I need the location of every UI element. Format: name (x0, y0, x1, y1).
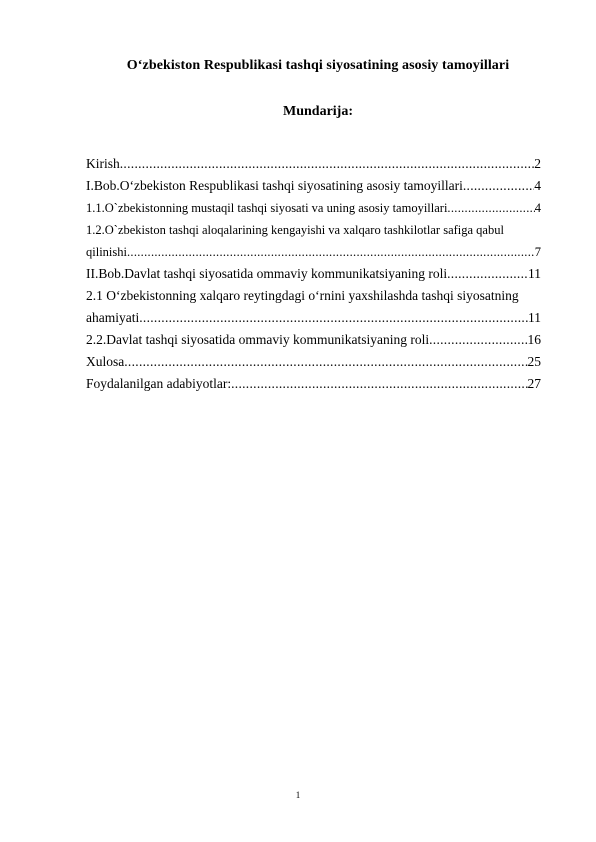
toc-entry-text: II.Bob.Davlat tashqi siyosatida ommaviy kommunikatsiyaning roli (86, 266, 448, 281)
toc-leader-dots (120, 153, 535, 175)
toc-entry[interactable] (86, 351, 541, 373)
toc-entry-page: 16 (527, 332, 541, 347)
toc-leader-dots (231, 373, 527, 395)
toc-leader-dots (447, 263, 528, 285)
toc-entry-text: qilinishi (86, 245, 127, 259)
toc-leader-dots (447, 197, 534, 219)
toc-leader-dots (127, 241, 535, 263)
toc-entry[interactable] (86, 329, 541, 351)
toc-entry[interactable] (86, 219, 541, 241)
toc-leader-dots (429, 329, 527, 351)
toc-entry-text: Foydalanilgan adabiyotlar: (86, 376, 232, 391)
toc-entry-page: 11 (528, 266, 541, 281)
toc-entry[interactable] (86, 285, 541, 307)
toc-entry[interactable] (86, 373, 541, 395)
toc-entry-page: 11 (528, 310, 541, 325)
page-number: 1 (295, 790, 301, 800)
toc-leader-dots (124, 351, 527, 373)
toc-entry-text: 1.1.O`zbekistonning mustaqil tashqi siyosati va uning asosiy tamoyillari (86, 201, 448, 215)
toc-entry[interactable] (86, 263, 541, 285)
toc-entry-page: 2 (534, 156, 541, 171)
toc-entry-text: Kirish (86, 156, 120, 171)
table-of-contents (86, 153, 541, 395)
toc-entry[interactable] (86, 241, 541, 263)
toc-entry-text: 2.2.Davlat tashqi siyosatida ommaviy kommunikatsiyaning roli (86, 332, 430, 347)
toc-entry-text: I.Bob.O‘zbekiston Respublikasi tashqi siyosatining asosiy tamoyillari (86, 178, 463, 193)
toc-entry-page: 7 (534, 245, 541, 259)
toc-entry[interactable] (86, 153, 541, 175)
document-title: O‘zbekiston Respublikasi tashqi siyosatining asosiy tamoyillari (126, 58, 510, 73)
toc-entry-page: 4 (534, 178, 541, 193)
toc-entry[interactable] (86, 175, 541, 197)
toc-entry-page: 25 (527, 354, 541, 369)
toc-entry[interactable] (86, 197, 541, 219)
contents-heading: Mundarija: (283, 104, 353, 119)
toc-entry-text: 2.1 O‘zbekistonning xalqaro reytingdagi o‘rnini yaxshilashda tashqi siyosatning (86, 288, 519, 303)
toc-entry-text: ahamiyati (86, 310, 140, 325)
toc-entry-page: 4 (534, 201, 541, 215)
toc-entry-page: 27 (527, 376, 541, 391)
toc-entry[interactable] (86, 307, 541, 329)
toc-leader-dots (463, 175, 534, 197)
toc-leader-dots (139, 307, 528, 329)
toc-entry-text: 1.2.O`zbekiston tashqi aloqalarining kengayishi va xalqaro tashkilotlar safiga qabul (86, 223, 504, 237)
toc-entry-text: Xulosa (86, 354, 125, 369)
